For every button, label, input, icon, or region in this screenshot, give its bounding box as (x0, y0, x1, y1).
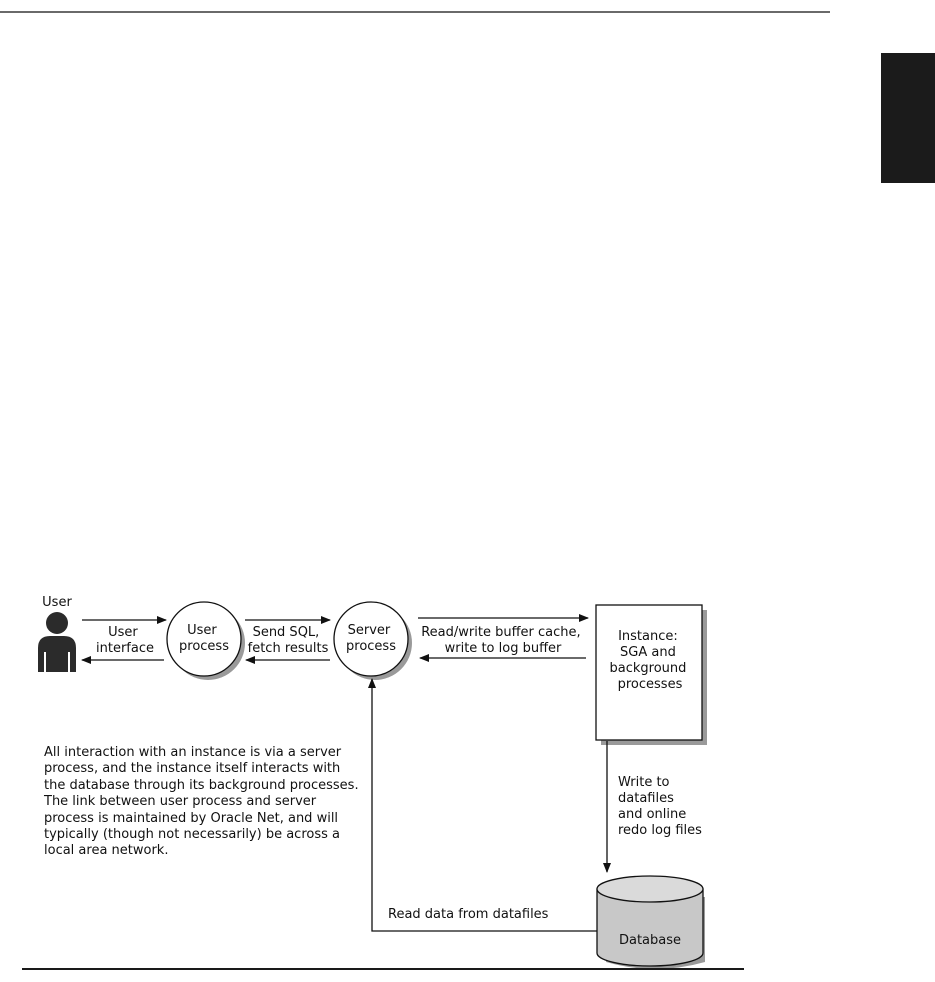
description-line: The link between user process and server (44, 794, 317, 810)
description-line: local area network. (44, 843, 169, 859)
read-data-label: Read data from datafiles (388, 907, 549, 922)
svg-text:Instance: SGA and: Instance: SGA and background processes (609, 629, 687, 692)
svg-text:User process: User process (179, 623, 229, 654)
send-sql-label: Send SQL, fetch results (247, 625, 329, 656)
instance-node (596, 605, 707, 745)
user-process-node (167, 602, 245, 680)
user-interface-label: User interface (96, 625, 154, 656)
svg-text:Server process: Server process (346, 623, 396, 654)
description-line: All interaction with an instance is via a server (44, 745, 342, 760)
description-line: the database through its background processes. (44, 777, 359, 793)
server-process-node (334, 602, 412, 680)
user-label: User (42, 595, 72, 610)
bottom-rule (22, 968, 744, 970)
read-write-label: Read/write buffer cache, write to log buffer (421, 625, 581, 656)
description-line: typically (though not necessarily) be across a (44, 827, 340, 843)
user-person-icon (38, 612, 76, 672)
read-data-arrow (372, 679, 597, 931)
database-node (597, 876, 705, 969)
svg-text:Database: Database (618, 933, 682, 948)
description-line: process, and the instance itself interacts with (44, 761, 341, 777)
description-line: process is maintained by Oracle Net, and will (44, 810, 339, 826)
diagram-description (44, 745, 379, 860)
write-to-label: Write to datafiles and online redo log files (618, 775, 702, 838)
